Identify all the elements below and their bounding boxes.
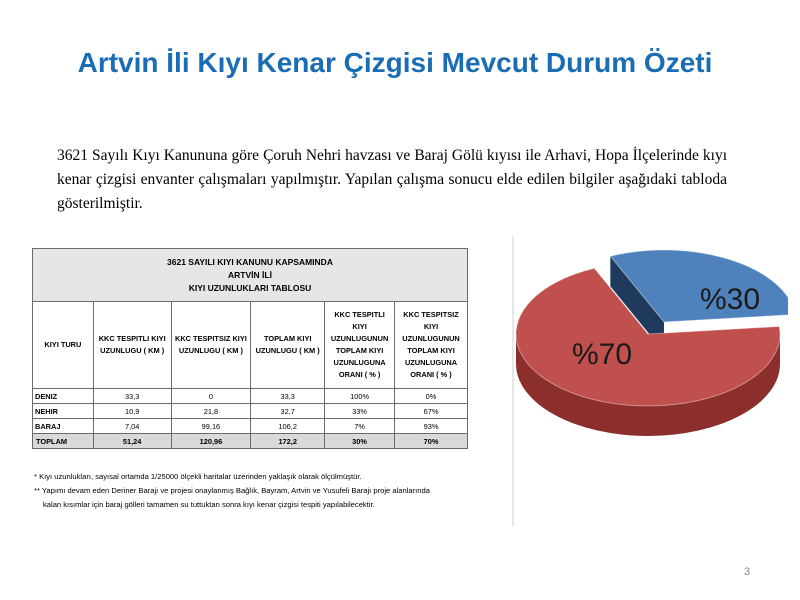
table-row: [33, 389, 468, 404]
table-cell: 32,7: [251, 404, 325, 419]
table-cell: 106,2: [251, 419, 325, 434]
pie-label: %30: [700, 283, 761, 316]
total-cell: TOPLAM: [33, 434, 94, 449]
intro-paragraph: 3621 Sayılı Kıyı Kanununa göre Çoruh Nehri havzası ve Baraj Gölü kıyısı ile Arhavi, Hopa İlçelerinde kıyı kenar çizgisi envanter çalışmaları yapılmıştır. Yapılan çalışma sonucu elde edilen bilgiler aşağıdaki tabloda gösterilmiştir.: [57, 147, 727, 212]
table-cell: DENIZ: [33, 389, 94, 404]
table-cell: 93%: [395, 419, 468, 434]
table-cell: 0: [171, 389, 251, 404]
table-cell: NEHIR: [33, 404, 94, 419]
table-title-line1: 3621 SAYILI KIYI KANUNU KAPSAMINDA: [167, 256, 333, 267]
column-header-1: KIYI TURU: [33, 302, 94, 389]
table-cell: 0%: [395, 389, 468, 404]
table-cell: 99,16: [171, 419, 251, 434]
table-cell: 33,3: [93, 389, 171, 404]
table-title-line3: KIYI UZUNLUKLARI TABLOSU: [188, 282, 312, 293]
table-title: [33, 249, 468, 302]
table-cell: 100%: [325, 389, 395, 404]
table-row: [33, 404, 468, 419]
total-cell: 120,96: [171, 434, 251, 449]
total-cell: 51,24: [93, 434, 171, 449]
column-header-5: KKC TESPITLI KIYI UZUNLUGUNUN TOPLAM KIYI UZUNLUGUNA ORANI ( % ): [325, 302, 395, 389]
table-cell: BARAJ: [33, 419, 94, 434]
pie-chart: [510, 236, 788, 526]
note-2a: ** Yapımı devam eden Deriner Barajı ve projesi onaylanmış Bağlık, Bayram, Artvin ve Yusufeli Barajı proje alanlarında: [34, 486, 430, 495]
column-header-4: TOPLAM KIYI UZUNLUGU ( KM ): [251, 302, 325, 389]
table-cell: 7,04: [93, 419, 171, 434]
table-notes: [34, 470, 514, 512]
page-number: 3: [744, 566, 751, 578]
table-row: [33, 419, 468, 434]
total-cell: 172,2: [251, 434, 325, 449]
table-cell: 7%: [325, 419, 395, 434]
pie-chart-svg: [510, 236, 788, 526]
column-header-3: KKC TESPITSIZ KIYI UZUNLUGU ( KM ): [171, 302, 251, 389]
table-cell: 33,3: [251, 389, 325, 404]
note-2b: kalan kısımlar için baraj gölleri tamamen su tuttuktan sonra kıyı kenar çizgisi tespiti yapılabilecektir.: [43, 500, 375, 509]
table-title-line2: ARTVİN İLİ: [228, 269, 272, 280]
pie-label: %70: [572, 338, 633, 371]
table-total-row: [33, 434, 468, 449]
table-cell: 10,9: [93, 404, 171, 419]
column-header-2: KKC TESPITLI KIYI UZUNLUGU ( KM ): [93, 302, 171, 389]
total-cell: 70%: [395, 434, 468, 449]
table-cell: 21,8: [171, 404, 251, 419]
table-cell: 67%: [395, 404, 468, 419]
table-cell: 33%: [325, 404, 395, 419]
total-cell: 30%: [325, 434, 395, 449]
shore-length-table: [32, 248, 468, 453]
slide-title: Artvin İli Kıyı Kenar Çizgisi Mevcut Durum Özeti: [77, 47, 713, 78]
note-1: * Kıyı uzunlukları, sayısal ortamda 1/25000 ölçekli haritalar üzerinden yaklaşık olarak ölçülmüştür.: [34, 472, 362, 481]
column-header-6: KKC TESPITSIZ KIYI UZUNLUGUNUN TOPLAM KIYI UZUNLUGUNA ORANI ( % ): [395, 302, 468, 389]
